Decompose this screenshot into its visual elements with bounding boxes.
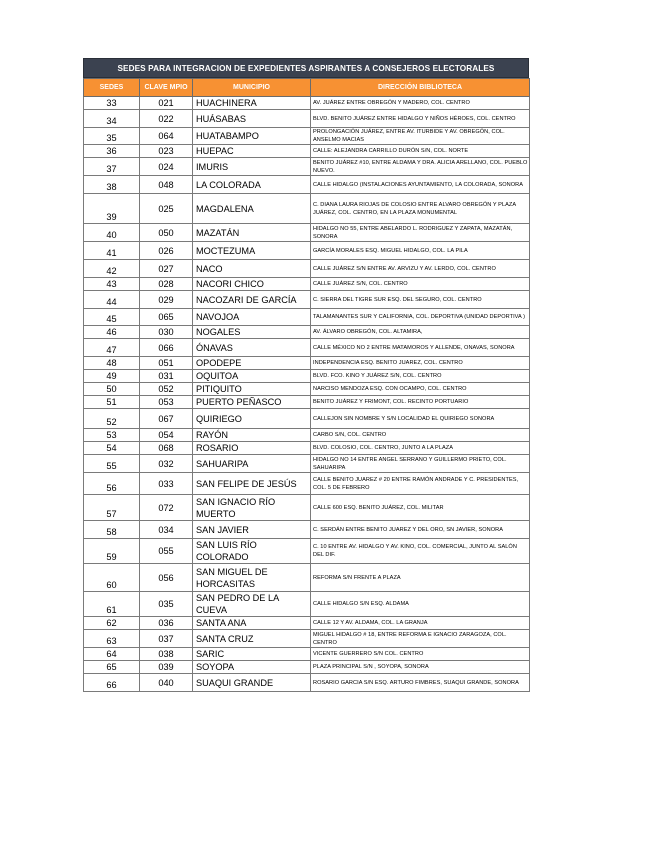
municipio-cell: SANTA CRUZ: [193, 630, 311, 648]
table-row: [84, 409, 530, 429]
direccion-cell: HIDALGO NO 55, ENTRE ABELARDO L. RODRIGUEZ Y ZAPATA, MAZATÁN, SONORA: [311, 224, 530, 242]
clave-mpio-cell: 068: [140, 442, 193, 455]
municipio-cell: IMURIS: [193, 158, 311, 176]
sede-cell: 52: [84, 409, 140, 429]
sede-cell: 35: [84, 128, 140, 145]
sede-cell: 61: [84, 592, 140, 617]
header-municipio: MUNICIPIO: [193, 79, 311, 97]
clave-mpio-cell: 066: [140, 339, 193, 357]
municipio-cell: SAN MIGUEL DE HORCASITAS: [193, 564, 311, 592]
clave-mpio-cell: 052: [140, 383, 193, 396]
direccion-cell: CALLE JUÁREZ S/N, COL. CENTRO: [311, 278, 530, 291]
municipio-cell: SARIC: [193, 648, 311, 661]
direccion-cell: CARBO S/N, COL. CENTRO: [311, 429, 530, 442]
sedes-table: [83, 78, 530, 692]
table-row: [84, 370, 530, 383]
direccion-cell: CALLE HIDALGO S/N ESQ. ALDAMA: [311, 592, 530, 617]
table-row: [84, 278, 530, 291]
table-row: [84, 617, 530, 630]
direccion-cell: CALLEJON SIN NOMBRE Y S/N LOCALIDAD EL QUIRIEGO SONORA: [311, 409, 530, 429]
sede-cell: 33: [84, 97, 140, 110]
municipio-cell: HUÁSABAS: [193, 110, 311, 128]
table-row: [84, 521, 530, 539]
clave-mpio-cell: 036: [140, 617, 193, 630]
table-row: [84, 648, 530, 661]
clave-mpio-cell: 026: [140, 242, 193, 260]
table-row: [84, 110, 530, 128]
clave-mpio-cell: 048: [140, 176, 193, 194]
municipio-cell: NACOZARI DE GARCÍA: [193, 291, 311, 309]
sede-cell: 49: [84, 370, 140, 383]
clave-mpio-cell: 033: [140, 473, 193, 495]
direccion-cell: PLAZA PRINCIPAL S/N , SOYOPA, SONORA: [311, 661, 530, 674]
table-row: [84, 539, 530, 564]
sede-cell: 41: [84, 242, 140, 260]
clave-mpio-cell: 028: [140, 278, 193, 291]
municipio-cell: SOYOPA: [193, 661, 311, 674]
clave-mpio-cell: 040: [140, 674, 193, 692]
sede-cell: 44: [84, 291, 140, 309]
clave-mpio-cell: 024: [140, 158, 193, 176]
clave-mpio-cell: 039: [140, 661, 193, 674]
direccion-cell: C. 10 ENTRE AV. HIDALGO Y AV. KINO, COL. COMERCIAL, JUNTO AL SALÓN DEL DIF.: [311, 539, 530, 564]
clave-mpio-cell: 032: [140, 455, 193, 473]
municipio-cell: MAGDALENA: [193, 194, 311, 224]
direccion-cell: BLVD. BENITO JUÁREZ ENTRE HIDALGO Y NIÑOS HÉROES, COL. CENTRO: [311, 110, 530, 128]
table-body: [84, 97, 530, 692]
municipio-cell: ROSARIO: [193, 442, 311, 455]
municipio-cell: NACO: [193, 260, 311, 278]
sede-cell: 42: [84, 260, 140, 278]
table-row: [84, 661, 530, 674]
direccion-cell: C. SERDÁN ENTRE BENITO JUAREZ Y DEL ORO, SN JAVIER, SONORA: [311, 521, 530, 539]
sede-cell: 34: [84, 110, 140, 128]
clave-mpio-cell: 029: [140, 291, 193, 309]
sede-cell: 51: [84, 396, 140, 409]
clave-mpio-cell: 055: [140, 539, 193, 564]
sede-cell: 45: [84, 309, 140, 326]
sede-cell: 37: [84, 158, 140, 176]
municipio-cell: PUERTO PEÑASCO: [193, 396, 311, 409]
direccion-cell: HIDALGO NO 14 ENTRE ANGEL SERRANO Y GUILLERMO PRIETO, COL. SAHUARIPA: [311, 455, 530, 473]
sede-cell: 64: [84, 648, 140, 661]
table-row: [84, 564, 530, 592]
direccion-cell: NARCISO MENDOZA ESQ. CON OCAMPO, COL. CENTRO: [311, 383, 530, 396]
municipio-cell: NACORI CHICO: [193, 278, 311, 291]
table-row: [84, 176, 530, 194]
clave-mpio-cell: 030: [140, 326, 193, 339]
clave-mpio-cell: 021: [140, 97, 193, 110]
clave-mpio-cell: 035: [140, 592, 193, 617]
municipio-cell: SANTA ANA: [193, 617, 311, 630]
sede-cell: 58: [84, 521, 140, 539]
direccion-cell: GARCÍA MORALES ESQ. MIGUEL HIDALGO, COL. LA PILA: [311, 242, 530, 260]
clave-mpio-cell: 067: [140, 409, 193, 429]
header-clave-mpio: CLAVE MPIO: [140, 79, 193, 97]
direccion-cell: BLVD. COLOSIO, COL. CENTRO, JUNTO A LA PLAZA: [311, 442, 530, 455]
municipio-cell: NOGALES: [193, 326, 311, 339]
clave-mpio-cell: 053: [140, 396, 193, 409]
sede-cell: 66: [84, 674, 140, 692]
municipio-cell: SAN IGNACIO RÍO MUERTO: [193, 495, 311, 521]
table-row: [84, 592, 530, 617]
sede-cell: 36: [84, 145, 140, 158]
clave-mpio-cell: 072: [140, 495, 193, 521]
sede-cell: 47: [84, 339, 140, 357]
sede-cell: 46: [84, 326, 140, 339]
table-row: [84, 260, 530, 278]
direccion-cell: MIGUEL HIDALGO # 18, ENTRE REFORMA E IGNACIO ZARAGOZA, COL. CENTRO: [311, 630, 530, 648]
direccion-cell: C. SIERRA DEL TIGRE SUR ESQ. DEL SEGURO, COL. CENTRO: [311, 291, 530, 309]
direccion-cell: CALLE 12 Y AV. ALDAMA, COL. LA GRANJA: [311, 617, 530, 630]
sede-cell: 57: [84, 495, 140, 521]
direccion-cell: BLVD. FCO. KINO Y JUÁREZ S/N, COL. CENTRO: [311, 370, 530, 383]
direccion-cell: CALLE BENITO JUAREZ # 20 ENTRE RAMÓN ANDRADE Y C. PRESIDENTES, COL. 5 DE FEBRERO: [311, 473, 530, 495]
municipio-cell: SAN FELIPE DE JESÚS: [193, 473, 311, 495]
municipio-cell: HUACHINERA: [193, 97, 311, 110]
sede-cell: 43: [84, 278, 140, 291]
sede-cell: 55: [84, 455, 140, 473]
header-row: [84, 79, 530, 97]
table-row: [84, 194, 530, 224]
header-direccion-biblioteca: DIRECCIÓN BIBLIOTECA: [311, 79, 530, 97]
direccion-cell: AV. ÁLVARO OBREGÓN, COL. ALTAMIRA,: [311, 326, 530, 339]
sede-cell: 53: [84, 429, 140, 442]
municipio-cell: HUEPAC: [193, 145, 311, 158]
municipio-cell: NAVOJOA: [193, 309, 311, 326]
sede-cell: 59: [84, 539, 140, 564]
direccion-cell: PROLONGACIÓN JUÁREZ, ENTRE AV. ITURBIDE Y AV. OBREGÓN, COL. ANSELMO MACIAS: [311, 128, 530, 145]
municipio-cell: PITIQUITO: [193, 383, 311, 396]
clave-mpio-cell: 031: [140, 370, 193, 383]
municipio-cell: SAN LUIS RÍO COLORADO: [193, 539, 311, 564]
direccion-cell: INDEPENDENCIA ESQ. BENITO JUAREZ, COL. CENTRO: [311, 357, 530, 370]
municipio-cell: RAYÓN: [193, 429, 311, 442]
sede-cell: 38: [84, 176, 140, 194]
municipio-cell: MOCTEZUMA: [193, 242, 311, 260]
table-row: [84, 473, 530, 495]
table-title: SEDES PARA INTEGRACION DE EXPEDIENTES ASPIRANTES A CONSEJEROS ELECTORALES: [83, 58, 529, 78]
clave-mpio-cell: 065: [140, 309, 193, 326]
header-sedes: SEDES: [84, 79, 140, 97]
table-row: [84, 145, 530, 158]
direccion-cell: CALLE JUÁREZ S/N ENTRE AV. ARVIZU Y AV. LERDO, COL. CENTRO: [311, 260, 530, 278]
table-row: [84, 383, 530, 396]
table-row: [84, 396, 530, 409]
table-row: [84, 429, 530, 442]
table-row: [84, 339, 530, 357]
table-row: [84, 97, 530, 110]
sede-cell: 63: [84, 630, 140, 648]
document-sheet: [83, 58, 529, 692]
clave-mpio-cell: 064: [140, 128, 193, 145]
table-row: [84, 291, 530, 309]
municipio-cell: HUATABAMPO: [193, 128, 311, 145]
sede-cell: 62: [84, 617, 140, 630]
direccion-cell: TALAMANANTES SUR Y CALIFORNIA, COL. DEPORTIVA (UNIDAD DEPORTIVA ): [311, 309, 530, 326]
table-row: [84, 357, 530, 370]
sede-cell: 40: [84, 224, 140, 242]
municipio-cell: SAN PEDRO DE LA CUEVA: [193, 592, 311, 617]
municipio-cell: OPODEPE: [193, 357, 311, 370]
direccion-cell: REFORMA S/N FRENTE A PLAZA: [311, 564, 530, 592]
table-row: [84, 326, 530, 339]
clave-mpio-cell: 022: [140, 110, 193, 128]
table-row: [84, 455, 530, 473]
table-row: [84, 128, 530, 145]
sede-cell: 48: [84, 357, 140, 370]
direccion-cell: VICENTE GUERRERO S/N COL. CENTRO: [311, 648, 530, 661]
clave-mpio-cell: 051: [140, 357, 193, 370]
table-row: [84, 158, 530, 176]
municipio-cell: SUAQUI GRANDE: [193, 674, 311, 692]
direccion-cell: BENITO JUÁREZ #10, ENTRE ALDAMA Y DRA. ALICIA ARELLANO, COL. PUEBLO NUEVO.: [311, 158, 530, 176]
clave-mpio-cell: 050: [140, 224, 193, 242]
direccion-cell: C. DIANA LAURA RIOJAS DE COLOSIO ENTRE ALVARO OBREGÓN Y PLAZA JUÁREZ, COL. CENTRO, EN LA PLAZA MONUMENTAL: [311, 194, 530, 224]
direccion-cell: AV. JUÁREZ ENTRE OBREGÓN Y MADERO, COL. CENTRO: [311, 97, 530, 110]
clave-mpio-cell: 023: [140, 145, 193, 158]
clave-mpio-cell: 027: [140, 260, 193, 278]
table-row: [84, 442, 530, 455]
direccion-cell: CALLE HIDALGO (INSTALACIONES AYUNTAMIENTO, LA COLORADA, SONORA: [311, 176, 530, 194]
municipio-cell: OQUITOA: [193, 370, 311, 383]
municipio-cell: QUIRIEGO: [193, 409, 311, 429]
direccion-cell: BENITO JUÁREZ Y FRIMONT, COL. RECINTO PORTUARIO: [311, 396, 530, 409]
clave-mpio-cell: 037: [140, 630, 193, 648]
table-row: [84, 309, 530, 326]
clave-mpio-cell: 025: [140, 194, 193, 224]
clave-mpio-cell: 056: [140, 564, 193, 592]
sede-cell: 65: [84, 661, 140, 674]
clave-mpio-cell: 054: [140, 429, 193, 442]
table-row: [84, 495, 530, 521]
table-row: [84, 674, 530, 692]
sede-cell: 54: [84, 442, 140, 455]
sede-cell: 60: [84, 564, 140, 592]
sede-cell: 56: [84, 473, 140, 495]
sede-cell: 50: [84, 383, 140, 396]
direccion-cell: CALLE MÉXICO NO 2 ENTRE MATAMOROS Y ALLENDE, ONAVAS, SONORA: [311, 339, 530, 357]
municipio-cell: MAZATÁN: [193, 224, 311, 242]
direccion-cell: ROSARIO GARCIA S/N ESQ. ARTURO FIMBRES, SUAQUI GRANDE, SONORA: [311, 674, 530, 692]
sede-cell: 39: [84, 194, 140, 224]
table-row: [84, 224, 530, 242]
table-row: [84, 630, 530, 648]
table-row: [84, 242, 530, 260]
municipio-cell: SAN JAVIER: [193, 521, 311, 539]
clave-mpio-cell: 038: [140, 648, 193, 661]
direccion-cell: CALLE 600 ESQ. BENITO JUÁREZ, COL. MILITAR: [311, 495, 530, 521]
municipio-cell: LA COLORADA: [193, 176, 311, 194]
clave-mpio-cell: 034: [140, 521, 193, 539]
direccion-cell: CALLE: ALEJANDRA CARRILLO DURÓN S/N, COL. NORTE: [311, 145, 530, 158]
municipio-cell: ÓNAVAS: [193, 339, 311, 357]
municipio-cell: SAHUARIPA: [193, 455, 311, 473]
